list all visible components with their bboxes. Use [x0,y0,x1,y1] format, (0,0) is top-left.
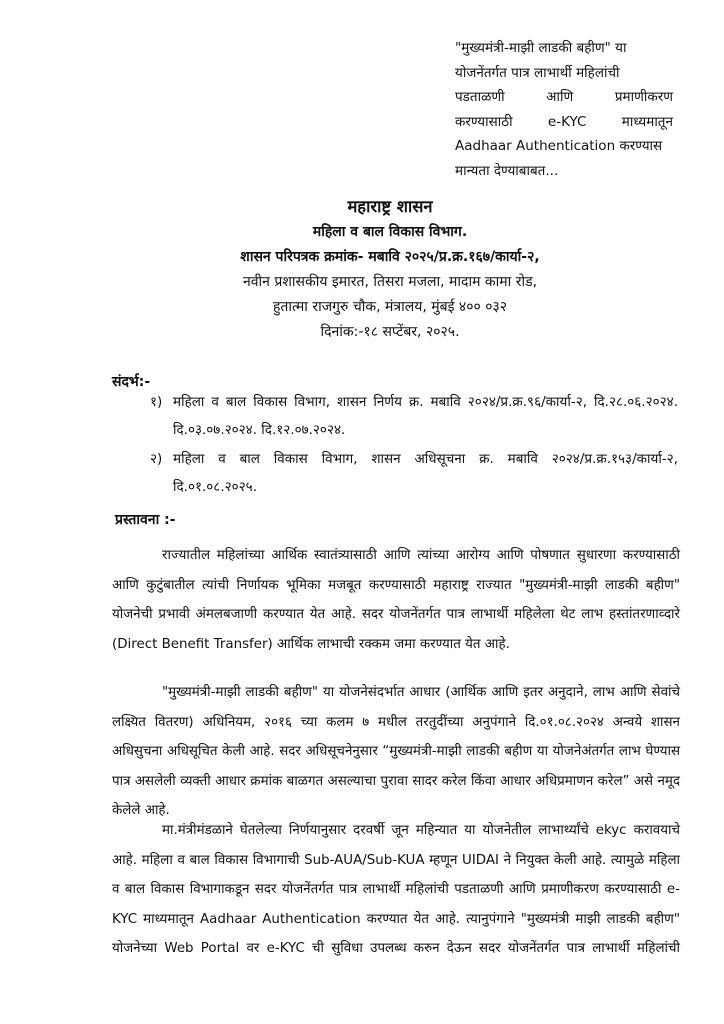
department-name: महिला व बाल विकास विभाग. [312,224,468,240]
introduction-paragraph: मा.मंत्रीमंडळाने घेतलेल्या निर्णयानुसार दरवर्षी जून महिन्यात या योजनेतील लाभार्थ्यांचे ekyc करावयाचे आहे. महिला व बाल विकास विभागाची Sub-AUA/Sub-KUA म्हणून UIDAI ने नियुक्त केली आहे. त्यामुळे महिला व बाल विकास विभागाकडून सदर योजनेंतर्गत पात्र लाभार्थी महिलांची पडताळणी आणि प्रमाणीकरण करण्यासाठी e-KYC माध्यमातून Aadhaar Authentication करण्यात येत आहे. त्यानुपंगाने "मुख्यमंत्री माझी लाडकी बहीण" योजनेच्या Web Portal वर e-KYC ची सुविधा उपलब्ध करुन देऊन सदर योजनेंतर्गत पात्र लाभार्थी महिलांची [112,823,680,957]
introduction-paragraph: "मुख्यमंत्री-माझी लाडकी बहीण" या योजनेसंदर्भात आधार (आर्थिक आणि इतर अनुदाने, लाभ आणि सेवांचे लक्ष्यित वितरण) अधिनियम, २०१६ च्या कलम ७ मधील तरतुदींच्या अनुपंगाने दि.०१.०८.२०२४ अन्वये शासन अधिसुचना अधिसूचित केली आहे. सदर अधिसूचनेनुसार “मुख्यमंत्री-माझी लाडकी बहीण या योजनेअंतर्गत लाभ घेण्यास पात्र असलेली व्यक्ती आधार क्रमांक बाळगत असल्याचा पुरावा सादर करेल किंवा आधार अधिप्रमाणन करेल” असे नमूद केलेले आहे. [112,685,680,819]
document-header [190,194,590,345]
references-label: संदर्भ:- [112,374,151,390]
reference-number: १) [150,394,163,410]
subject-line: करण्यासाठी e-KYC माध्यमातून [455,113,673,130]
address-line-1: नवीन प्रशासकीय इमारत, तिसरा मजला, मादाम कामा रोड, [242,274,538,290]
subject-block [455,36,673,183]
government-name: महाराष्ट्र शासन [347,197,433,216]
introduction-label: प्रस्तावना :- [115,512,176,528]
circular-date: दिनांक:-१८ सप्टेंबर, २०२५. [320,324,460,340]
reference-number: २) [150,451,163,467]
subject-line: मान्यता देण्याबाबत... [455,162,559,179]
subject-line: पडताळणी आणि प्रमाणीकरण [455,89,673,105]
circular-number: शासन परिपत्रक क्रमांक- मबावि २०२५/प्र.क्र.१६७/कार्या-२, [240,249,540,265]
reference-text: महिला व बाल विकास विभाग, शासन अधिसूचना क्र. मबावि २०२४/प्र.क्र.१५३/कार्या-२, दि.०१.०८.२०२५. [173,451,678,495]
introduction-paragraph: राज्यातील महिलांच्या आर्थिक स्वातंत्र्यासाठी आणि त्यांच्या आरोग्य आणि पोषणात सुधारणा करण्यासाठी आणि कुटुंबातील त्यांची निर्णायक भूमिका मजबूत करण्यासाठी महाराष्ट्र राज्यात "मुख्यमंत्री-माझी लाडकी बहीण" योजनेची प्रभावी अंमलबजाणी करण्यात येत आहे. सदर योजनेंतर्गत पात्र लाभार्थी महिलेला थेट लाभ हस्तांतरणाव्दारे (Direct Benefit Transfer) आर्थिक लाभाची रक्कम जमा करण्यात येत आहे. [112,548,680,652]
reference-text: महिला व बाल विकास विभाग, शासन निर्णय क्र. मबावि २०२४/प्र.क्र.९६/कार्या-२, दि.२८.०६.२०२४. दि.०३.०७.२०२४. दि.१२.०७.२०२४. [173,394,678,438]
subject-line: "मुख्यमंत्री-माझी लाडकी बहीण" या [455,40,627,56]
address-line-2: हुतात्मा राजगुरु चौक, मंत्रालय, मुंबई ४०० ०३२ [272,299,508,315]
subject-line: Aadhaar Authentication करण्यास [455,138,663,154]
subject-line: योजनेंतर्गत पात्र लाभार्थी महिलांची [455,64,620,81]
